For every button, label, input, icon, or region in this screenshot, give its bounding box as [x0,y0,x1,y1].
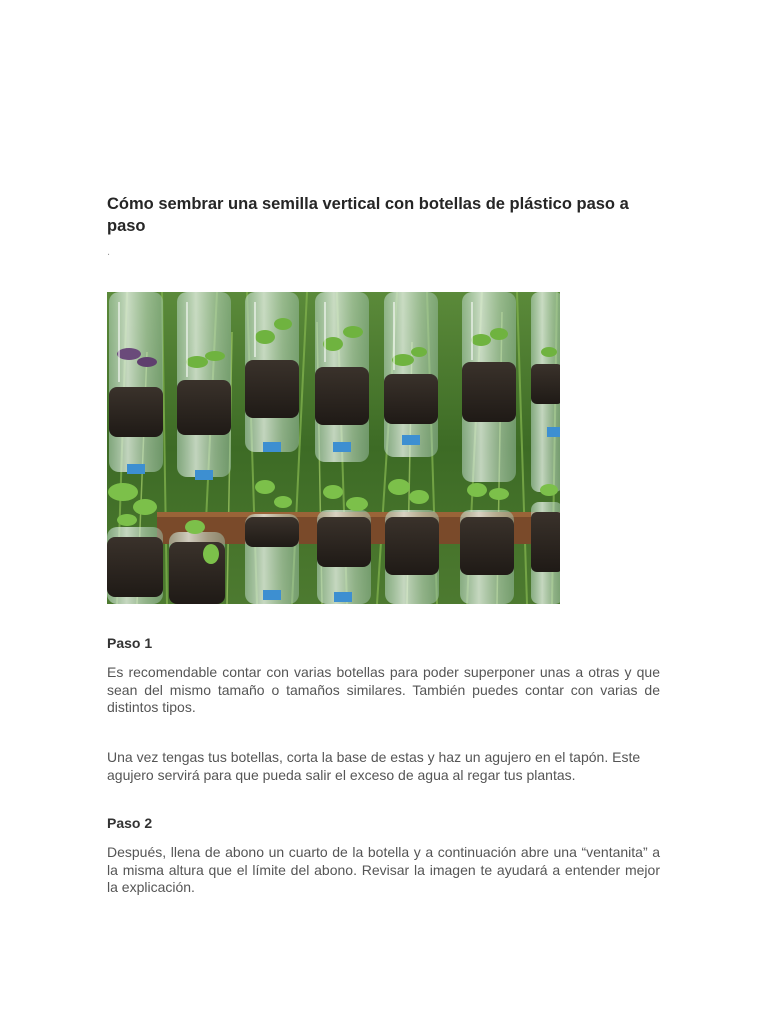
step-2-heading: Paso 2 [107,815,153,831]
document-title: Cómo sembrar una semilla vertical con botellas de plástico paso a paso [107,195,629,235]
step-2-paragraph-1: Después, llena de abono un cuarto de la botella y a continuación abre una “ventanita” a la misma altura que el límite del abono. Revisar la imagen te ayudará a entender mejor la explicación. [107,844,660,895]
vertical-garden-photo [107,292,560,604]
step-1-paragraph-1: Es recomendable contar con varias botellas para poder superponer unas a otras y que sean del mismo tamaño o tamaños similares. También puedes contar con varias de distintos tipos. [107,664,660,715]
separator-dot: . [107,246,111,258]
step-1-heading: Paso 1 [107,635,153,651]
step-1-paragraph-2: Una vez tengas tus botellas, corta la base de estas y haz un agujero en el tapón. Este agujero servirá para que pueda salir el exceso de agua al regar tus plantas. [107,749,641,783]
